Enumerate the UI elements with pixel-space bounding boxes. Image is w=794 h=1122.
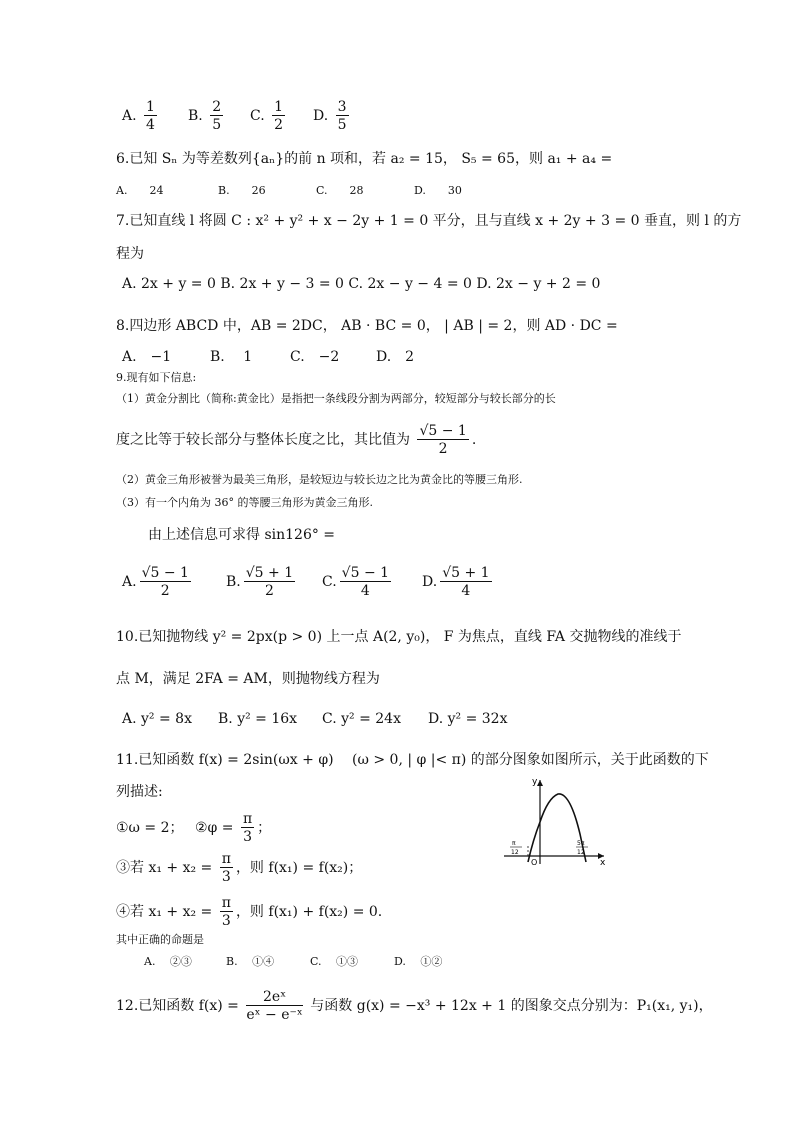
graph-y-label: y <box>532 777 538 787</box>
graph-right-den: 12 <box>577 849 585 856</box>
q5-option-d: D. $\frac{3}{5}$ <box>313 99 347 133</box>
graph-left-num: π <box>512 840 516 847</box>
graph-left-den: 12 <box>511 849 519 856</box>
q5-option-a: A. $\frac{1}{4}$ <box>122 99 155 133</box>
graph-right-num: 5π <box>577 840 585 847</box>
graph-x-label: x <box>600 858 606 866</box>
graph-y-arrow <box>537 780 543 786</box>
q5-option-c: C. $\frac{1}{2}$ <box>250 99 284 133</box>
graph-origin-label: O <box>531 858 538 866</box>
q5-option-b: B. $\frac{2}{5}$ <box>188 99 222 133</box>
q11-graph <box>500 774 610 866</box>
